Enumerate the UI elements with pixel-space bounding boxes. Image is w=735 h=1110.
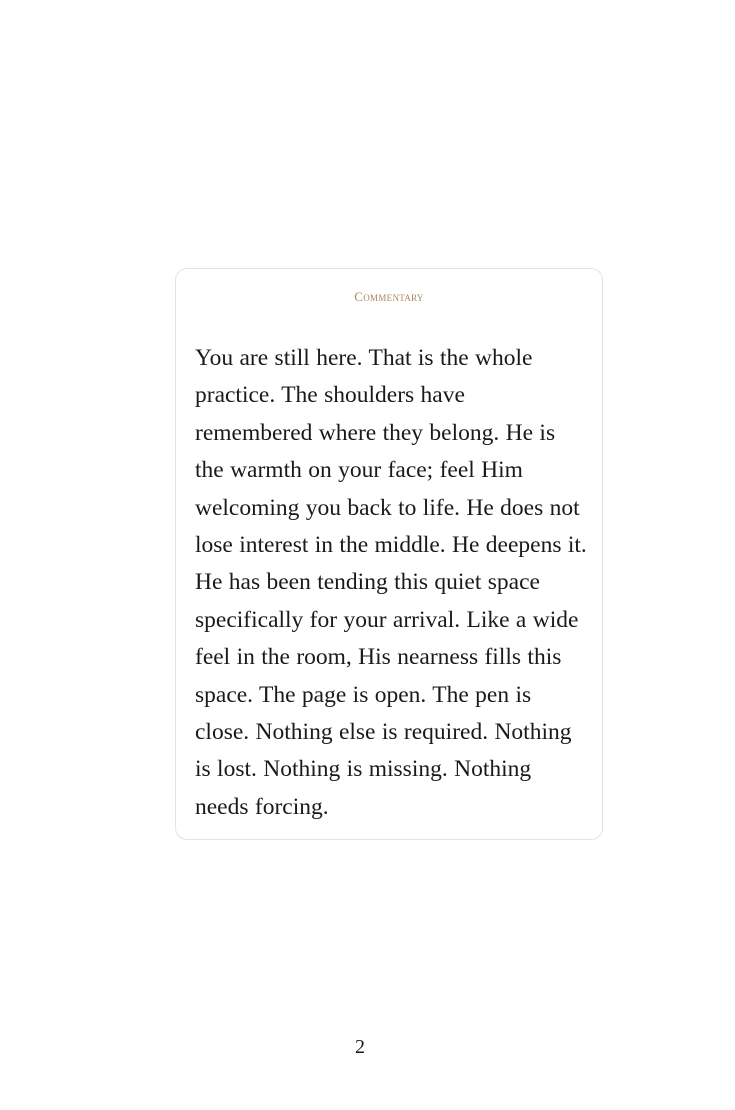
commentary-card [175,268,603,840]
commentary-sentence: The pen is close. [195,681,532,746]
commentary-sentence: Nothing is missing. [263,756,448,783]
commentary-sentence: You are still here. [195,345,363,371]
commentary-label: Commentary [354,289,424,304]
commentary-sentence: Like a wide feel in the room, His nearness fills this space. [195,606,579,708]
commentary-sentence: That is the whole practice. [195,345,533,409]
commentary-sentence: Nothing needs forcing. [195,756,532,820]
commentary-sentence: Nothing else is required. [255,719,489,746]
commentary-text [195,340,587,826]
commentary-sentence: Nothing is lost. [195,719,572,783]
commentary-sentence: The page is open. [259,681,427,708]
commentary-sentence: The shoulders have remembered where they belong. [195,382,500,446]
commentary-sentence: He has been tending this quiet space specifically for your arrival. [195,569,540,633]
commentary-sentence: He does not lose interest in the middle. [195,494,580,559]
page-number: 2 [355,1036,365,1058]
commentary-sentence: He deepens it. [452,532,587,559]
commentary-sentence: He is the warmth on your face; feel Him welcoming you back to life. [195,419,556,521]
